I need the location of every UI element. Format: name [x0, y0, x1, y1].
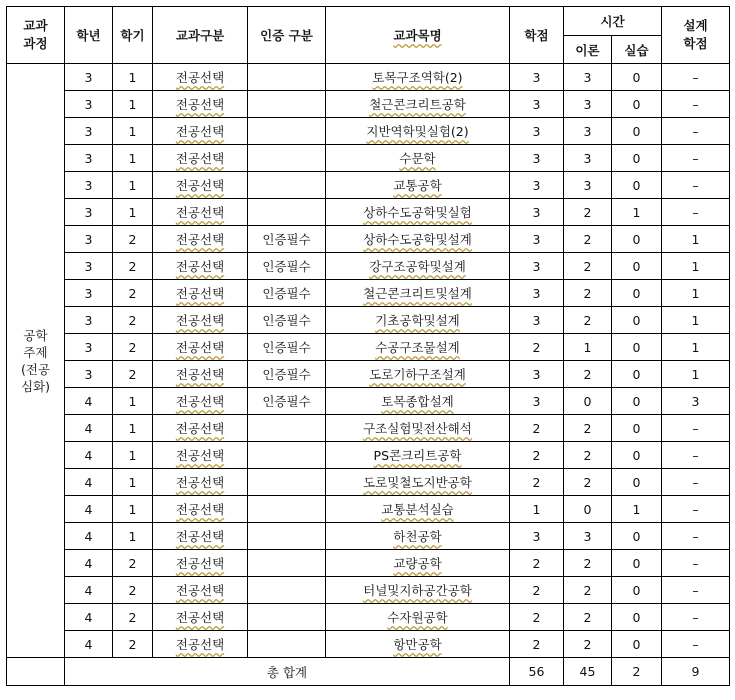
credits-cell: 2	[510, 415, 564, 442]
year-cell: 4	[65, 523, 113, 550]
course-name-cell: 철근콘크리트및설계	[326, 280, 510, 307]
design-credits-cell: –	[662, 604, 730, 631]
total-blank-cell	[7, 658, 65, 686]
theory-cell: 2	[564, 199, 612, 226]
credits-cell: 2	[510, 334, 564, 361]
certification-cell	[248, 64, 326, 91]
credits-cell: 3	[510, 199, 564, 226]
semester-cell: 1	[113, 118, 153, 145]
year-cell: 4	[65, 469, 113, 496]
course-name-cell: 구조실험및전산해석	[326, 415, 510, 442]
practice-cell: 0	[612, 280, 662, 307]
practice-cell: 0	[612, 550, 662, 577]
category-cell: 전공선택	[153, 91, 248, 118]
year-cell: 3	[65, 199, 113, 226]
practice-cell: 0	[612, 118, 662, 145]
table-row	[7, 226, 730, 253]
credits-cell: 3	[510, 280, 564, 307]
total-theory: 45	[564, 658, 612, 686]
table-row	[7, 199, 730, 226]
table-row	[7, 415, 730, 442]
table-body	[7, 64, 730, 686]
year-cell: 3	[65, 307, 113, 334]
course-name-cell: 도로기하구조설계	[326, 361, 510, 388]
course-name-cell: 토목구조역학(2)	[326, 64, 510, 91]
design-credits-cell: –	[662, 550, 730, 577]
category-cell: 전공선택	[153, 442, 248, 469]
semester-cell: 1	[113, 64, 153, 91]
semester-cell: 2	[113, 631, 153, 658]
table-row	[7, 361, 730, 388]
credits-cell: 3	[510, 361, 564, 388]
category-cell: 전공선택	[153, 577, 248, 604]
semester-cell: 1	[113, 442, 153, 469]
course-name-cell: 교통분석실습	[326, 496, 510, 523]
category-cell: 전공선택	[153, 604, 248, 631]
design-credits-cell: 1	[662, 334, 730, 361]
table-row	[7, 550, 730, 577]
practice-cell: 0	[612, 91, 662, 118]
theory-cell: 3	[564, 145, 612, 172]
credits-cell: 2	[510, 550, 564, 577]
credits-cell: 3	[510, 253, 564, 280]
semester-cell: 1	[113, 199, 153, 226]
track-cell: 공학 주제 (전공 심화)	[7, 64, 65, 658]
theory-cell: 2	[564, 226, 612, 253]
semester-cell: 1	[113, 172, 153, 199]
certification-cell	[248, 496, 326, 523]
design-credits-cell: –	[662, 172, 730, 199]
year-cell: 3	[65, 172, 113, 199]
design-credits-cell: –	[662, 199, 730, 226]
semester-cell: 1	[113, 388, 153, 415]
practice-cell: 0	[612, 307, 662, 334]
year-cell: 3	[65, 253, 113, 280]
design-credits-cell: 3	[662, 388, 730, 415]
practice-cell: 0	[612, 172, 662, 199]
semester-cell: 2	[113, 307, 153, 334]
category-cell: 전공선택	[153, 388, 248, 415]
table-row	[7, 604, 730, 631]
credits-cell: 3	[510, 172, 564, 199]
design-credits-cell: –	[662, 577, 730, 604]
theory-cell: 1	[564, 334, 612, 361]
category-cell: 전공선택	[153, 361, 248, 388]
category-cell: 전공선택	[153, 226, 248, 253]
certification-cell	[248, 631, 326, 658]
year-cell: 3	[65, 145, 113, 172]
year-cell: 4	[65, 577, 113, 604]
design-credits-cell: –	[662, 631, 730, 658]
total-credits: 56	[510, 658, 564, 686]
credits-cell: 3	[510, 91, 564, 118]
course-name-cell: 상하수도공학및실험	[326, 199, 510, 226]
table-row	[7, 64, 730, 91]
total-row	[7, 658, 730, 686]
year-cell: 3	[65, 64, 113, 91]
course-name-cell: 철근콘크리트공학	[326, 91, 510, 118]
credits-cell: 2	[510, 631, 564, 658]
theory-cell: 2	[564, 361, 612, 388]
table-row	[7, 388, 730, 415]
credits-cell: 3	[510, 523, 564, 550]
category-cell: 전공선택	[153, 334, 248, 361]
credits-cell: 3	[510, 226, 564, 253]
semester-cell: 1	[113, 496, 153, 523]
year-cell: 4	[65, 388, 113, 415]
table-row	[7, 172, 730, 199]
semester-cell: 2	[113, 577, 153, 604]
design-credits-cell: 1	[662, 307, 730, 334]
category-cell: 전공선택	[153, 307, 248, 334]
table-row	[7, 496, 730, 523]
theory-cell: 3	[564, 523, 612, 550]
semester-cell: 2	[113, 226, 153, 253]
practice-cell: 0	[612, 604, 662, 631]
semester-cell: 2	[113, 280, 153, 307]
course-name-cell: PS콘크리트공학	[326, 442, 510, 469]
course-name-cell: 도로및철도지반공학	[326, 469, 510, 496]
year-cell: 3	[65, 226, 113, 253]
theory-cell: 3	[564, 172, 612, 199]
credits-cell: 3	[510, 64, 564, 91]
theory-cell: 0	[564, 496, 612, 523]
table-row	[7, 631, 730, 658]
practice-cell: 1	[612, 496, 662, 523]
practice-cell: 0	[612, 253, 662, 280]
design-credits-cell: –	[662, 415, 730, 442]
practice-cell: 0	[612, 226, 662, 253]
credits-cell: 3	[510, 388, 564, 415]
theory-cell: 3	[564, 91, 612, 118]
certification-cell	[248, 577, 326, 604]
header-design-credits	[662, 7, 730, 64]
theory-cell: 2	[564, 469, 612, 496]
certification-cell: 인증필수	[248, 226, 326, 253]
design-credits-cell: 1	[662, 253, 730, 280]
course-name-cell: 하천공학	[326, 523, 510, 550]
practice-cell: 0	[612, 64, 662, 91]
category-cell: 전공선택	[153, 469, 248, 496]
design-credits-cell: –	[662, 118, 730, 145]
table-row	[7, 118, 730, 145]
practice-cell: 1	[612, 199, 662, 226]
theory-cell: 2	[564, 442, 612, 469]
course-name-cell: 기초공학및설계	[326, 307, 510, 334]
course-name-cell: 강구조공학및설계	[326, 253, 510, 280]
practice-cell: 0	[612, 388, 662, 415]
course-name-cell: 상하수도공학및설계	[326, 226, 510, 253]
table-row	[7, 145, 730, 172]
year-cell: 4	[65, 631, 113, 658]
header-hours: 시간	[564, 7, 662, 36]
year-cell: 3	[65, 334, 113, 361]
category-cell: 전공선택	[153, 523, 248, 550]
design-credits-cell: –	[662, 442, 730, 469]
semester-cell: 2	[113, 253, 153, 280]
year-cell: 3	[65, 118, 113, 145]
total-label: 총 합계	[65, 658, 510, 686]
certification-cell: 인증필수	[248, 334, 326, 361]
header-course-name: 교과목명	[326, 7, 510, 64]
credits-cell: 1	[510, 496, 564, 523]
category-cell: 전공선택	[153, 64, 248, 91]
semester-cell: 1	[113, 145, 153, 172]
semester-cell: 1	[113, 523, 153, 550]
certification-cell	[248, 145, 326, 172]
certification-cell: 인증필수	[248, 253, 326, 280]
certification-cell	[248, 199, 326, 226]
semester-cell: 1	[113, 415, 153, 442]
category-cell: 전공선택	[153, 145, 248, 172]
category-cell: 전공선택	[153, 280, 248, 307]
table-row	[7, 442, 730, 469]
year-cell: 4	[65, 550, 113, 577]
theory-cell: 3	[564, 118, 612, 145]
theory-cell: 2	[564, 253, 612, 280]
table-row	[7, 307, 730, 334]
design-credits-cell: 1	[662, 280, 730, 307]
semester-cell: 2	[113, 334, 153, 361]
category-cell: 전공선택	[153, 550, 248, 577]
semester-cell: 1	[113, 469, 153, 496]
practice-cell: 0	[612, 334, 662, 361]
header-design-credits-label: 설계 학점	[683, 18, 708, 51]
header-track-label: 교과 과정	[23, 18, 48, 51]
curriculum-table	[6, 6, 730, 686]
design-credits-cell: –	[662, 145, 730, 172]
certification-cell	[248, 415, 326, 442]
certification-cell: 인증필수	[248, 361, 326, 388]
practice-cell: 0	[612, 631, 662, 658]
header-semester: 학기	[113, 7, 153, 64]
credits-cell: 2	[510, 604, 564, 631]
header-practice: 실습	[612, 36, 662, 64]
theory-cell: 2	[564, 307, 612, 334]
credits-cell: 2	[510, 469, 564, 496]
category-cell: 전공선택	[153, 253, 248, 280]
credits-cell: 3	[510, 145, 564, 172]
year-cell: 3	[65, 91, 113, 118]
table-row	[7, 280, 730, 307]
theory-cell: 2	[564, 415, 612, 442]
credits-cell: 3	[510, 118, 564, 145]
course-name-cell: 교통공학	[326, 172, 510, 199]
design-credits-cell: 1	[662, 361, 730, 388]
credits-cell: 2	[510, 577, 564, 604]
certification-cell	[248, 550, 326, 577]
year-cell: 3	[65, 361, 113, 388]
certification-cell	[248, 604, 326, 631]
category-cell: 전공선택	[153, 199, 248, 226]
theory-cell: 2	[564, 604, 612, 631]
certification-cell	[248, 469, 326, 496]
theory-cell: 2	[564, 280, 612, 307]
certification-cell: 인증필수	[248, 280, 326, 307]
year-cell: 4	[65, 604, 113, 631]
header-credits: 학점	[510, 7, 564, 64]
semester-cell: 1	[113, 91, 153, 118]
practice-cell: 0	[612, 145, 662, 172]
certification-cell	[248, 172, 326, 199]
header-theory: 이론	[564, 36, 612, 64]
practice-cell: 0	[612, 361, 662, 388]
certification-cell: 인증필수	[248, 388, 326, 415]
year-cell: 4	[65, 496, 113, 523]
table-row	[7, 253, 730, 280]
course-name-cell: 터널및지하공간공학	[326, 577, 510, 604]
practice-cell: 0	[612, 469, 662, 496]
year-cell: 3	[65, 280, 113, 307]
course-name-cell: 수공구조물설계	[326, 334, 510, 361]
category-cell: 전공선택	[153, 118, 248, 145]
header-year: 학년	[65, 7, 113, 64]
theory-cell: 2	[564, 577, 612, 604]
certification-cell	[248, 118, 326, 145]
category-cell: 전공선택	[153, 631, 248, 658]
category-cell: 전공선택	[153, 415, 248, 442]
header-certification: 인증 구분	[248, 7, 326, 64]
semester-cell: 2	[113, 550, 153, 577]
course-name-cell: 토목종합설계	[326, 388, 510, 415]
course-name-cell: 수자원공학	[326, 604, 510, 631]
table-row	[7, 577, 730, 604]
course-name-cell: 항만공학	[326, 631, 510, 658]
table-row	[7, 91, 730, 118]
certification-cell: 인증필수	[248, 307, 326, 334]
design-credits-cell: 1	[662, 226, 730, 253]
practice-cell: 0	[612, 415, 662, 442]
table-row	[7, 469, 730, 496]
header-subject-category: 교과구분	[153, 7, 248, 64]
category-cell: 전공선택	[153, 496, 248, 523]
theory-cell: 2	[564, 550, 612, 577]
year-cell: 4	[65, 442, 113, 469]
semester-cell: 2	[113, 604, 153, 631]
certification-cell	[248, 442, 326, 469]
certification-cell	[248, 91, 326, 118]
theory-cell: 0	[564, 388, 612, 415]
total-design-credits: 9	[662, 658, 730, 686]
design-credits-cell: –	[662, 64, 730, 91]
header-track	[7, 7, 65, 64]
course-name-cell: 교량공학	[326, 550, 510, 577]
total-practice: 2	[612, 658, 662, 686]
practice-cell: 0	[612, 523, 662, 550]
design-credits-cell: –	[662, 496, 730, 523]
semester-cell: 2	[113, 361, 153, 388]
theory-cell: 3	[564, 64, 612, 91]
table-row	[7, 334, 730, 361]
theory-cell: 2	[564, 631, 612, 658]
practice-cell: 0	[612, 577, 662, 604]
credits-cell: 3	[510, 307, 564, 334]
practice-cell: 0	[612, 442, 662, 469]
design-credits-cell: –	[662, 91, 730, 118]
credits-cell: 2	[510, 442, 564, 469]
category-cell: 전공선택	[153, 172, 248, 199]
design-credits-cell: –	[662, 469, 730, 496]
certification-cell	[248, 523, 326, 550]
course-name-cell: 수문학	[326, 145, 510, 172]
design-credits-cell: –	[662, 523, 730, 550]
year-cell: 4	[65, 415, 113, 442]
table-row	[7, 523, 730, 550]
course-name-cell: 지반역학및실험(2)	[326, 118, 510, 145]
